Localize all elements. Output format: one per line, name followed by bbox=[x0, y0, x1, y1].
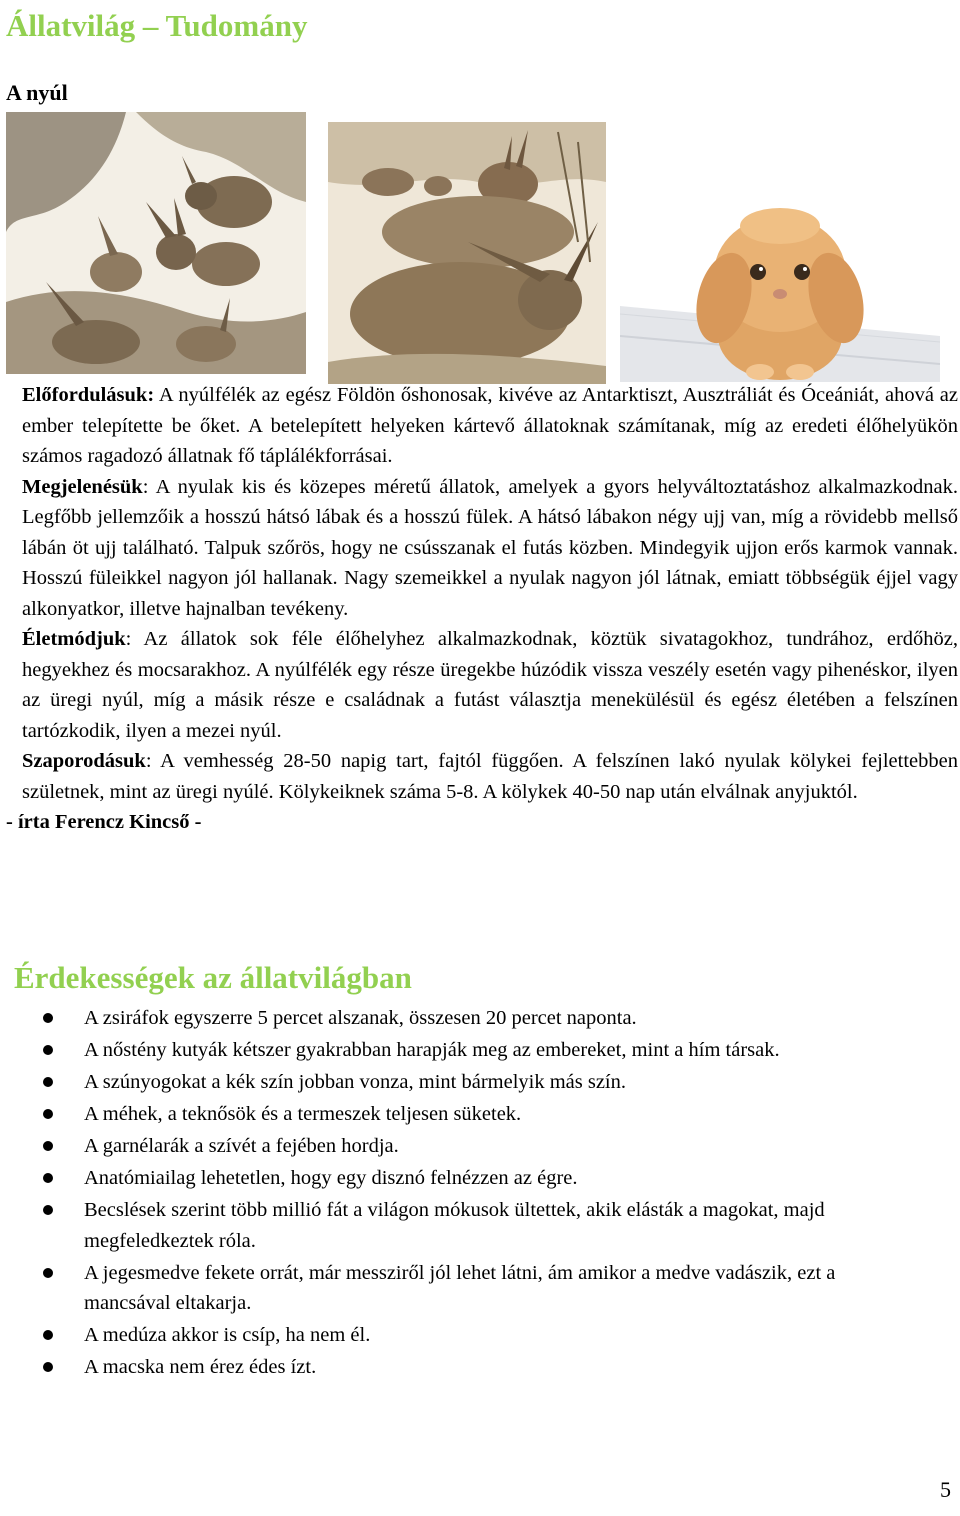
section-title: Állatvilág – Tudomány bbox=[6, 8, 308, 43]
list-item: A macska nem érez édes ízt. bbox=[0, 1352, 912, 1383]
lop-bunny-photo-icon bbox=[620, 186, 940, 382]
text-occurrence: A nyúlfélék az egész Földön őshonosak, kivéve az Antarktiszt, Ausztráliát és Óceániát, ahová az ember telepítette be őket. A betelepített helyeken kártevő állatoknak számítanak, míg az eredeti élőhelyükön számos ragadozó állatnak fő táplálékforrásai. bbox=[22, 384, 958, 467]
hare-engraving-group-image bbox=[6, 112, 306, 374]
list-item: Anatómiailag lehetetlen, hogy egy disznó felnézzen az égre. bbox=[0, 1163, 912, 1194]
bullet-icon bbox=[43, 1141, 53, 1151]
paragraph-occurrence bbox=[6, 380, 958, 472]
bullet-icon bbox=[43, 1330, 53, 1340]
byline: - írta Ferencz Kincső - bbox=[6, 811, 202, 833]
list-item: A méhek, a teknősök és a termeszek teljesen süketek. bbox=[0, 1099, 912, 1130]
paragraph-appearance bbox=[6, 472, 958, 625]
article-body bbox=[6, 380, 958, 838]
label-lifestyle: Életmódjuk bbox=[22, 628, 126, 650]
hare-engraving-resting-image bbox=[328, 122, 606, 384]
facts-title: Érdekességek az állatvilágban bbox=[14, 960, 412, 995]
list-item: A nőstény kutyák kétszer gyakrabban harapják meg az embereket, mint a hím társak. bbox=[0, 1035, 912, 1066]
bullet-icon bbox=[43, 1077, 53, 1087]
text-appearance: : A nyulak kis és közepes méretű állatok, amelyek a gyors helyváltoztatáshoz alkalmazkodnak. Legfőbb jellemzőik a hosszú hátsó lábak és a hosszú fülek. A hátsó lábakon négy ujj van, míg a rövidebb mellső lábán öt ujj található. Talpuk szőrös, hogy ne csússzanak el futás közben. Mindegyik ujjon erős karmok vannak. Hosszú füleikkel nagyon jól hallanak. Nagy szemeikkel a nyulak nagyon jól látnak, emiatt többségük éjjel vagy alkonyatkor, illetve hajnalban tevékeny. bbox=[22, 475, 958, 620]
list-item: A medúza akkor is csíp, ha nem él. bbox=[0, 1320, 912, 1351]
bullet-icon bbox=[43, 1013, 53, 1023]
bullet-icon bbox=[43, 1362, 53, 1372]
lop-bunny-photo-image bbox=[620, 186, 940, 382]
text-lifestyle: : Az állatok sok féle élőhelyhez alkalmazkodnak, köztük sivatagokhoz, tundrához, erdőhöz, hegyekhez és mocsarakhoz. A nyúlfélék egy része üregekbe húzódik vissza veszély esetén vagy pihenéskor, ilyen az üregi nyúl, míg a másik része e családnak a futást választja menekülésül és egész életében a felszínen tartózkodik, ilyen a mezei nyúl. bbox=[22, 628, 958, 742]
list-item: A szúnyogokat a kék szín jobban vonza, mint bármelyik más szín. bbox=[0, 1067, 912, 1098]
bullet-icon bbox=[43, 1268, 53, 1278]
hare-engraving-group-icon bbox=[6, 112, 306, 374]
list-item: A jegesmedve fekete orrát, már messziről jól lehet látni, ám amikor a medve vadászik, ezt a mancsával eltakarja. bbox=[0, 1258, 912, 1319]
paragraph-reproduction bbox=[6, 746, 958, 807]
label-reproduction: Szaporodásuk bbox=[22, 750, 146, 772]
facts-list bbox=[0, 1003, 912, 1383]
paragraph-lifestyle bbox=[6, 624, 958, 746]
bullet-icon bbox=[43, 1109, 53, 1119]
bullet-icon bbox=[43, 1205, 53, 1215]
bullet-icon bbox=[43, 1045, 53, 1055]
bullet-icon bbox=[43, 1173, 53, 1183]
label-occurrence: Előfordulásuk: bbox=[22, 384, 155, 406]
list-item: Becslések szerint több millió fát a világon mókusok ültettek, akik elásták a magokat, majd megfeledkeztek róla. bbox=[0, 1195, 912, 1256]
list-item: A zsiráfok egyszerre 5 percet alszanak, összesen 20 percet naponta. bbox=[0, 1003, 912, 1034]
article-title: A nyúl bbox=[6, 80, 68, 105]
list-item: A garnélarák a szívét a fejében hordja. bbox=[0, 1131, 912, 1162]
page-number: 5 bbox=[940, 1477, 951, 1502]
text-reproduction: : A vemhesség 28-50 napig tart, fajtól függően. A felszínen lakó nyulak kölykei fejlettebben születnek, mint az üregi nyúlé. Kölykeiknek száma 5-8. A kölykek 40-50 nap után elválnak anyjuktól. bbox=[22, 750, 958, 803]
hare-engraving-resting-icon bbox=[328, 122, 606, 384]
label-appearance: Megjelenésük bbox=[22, 475, 143, 498]
